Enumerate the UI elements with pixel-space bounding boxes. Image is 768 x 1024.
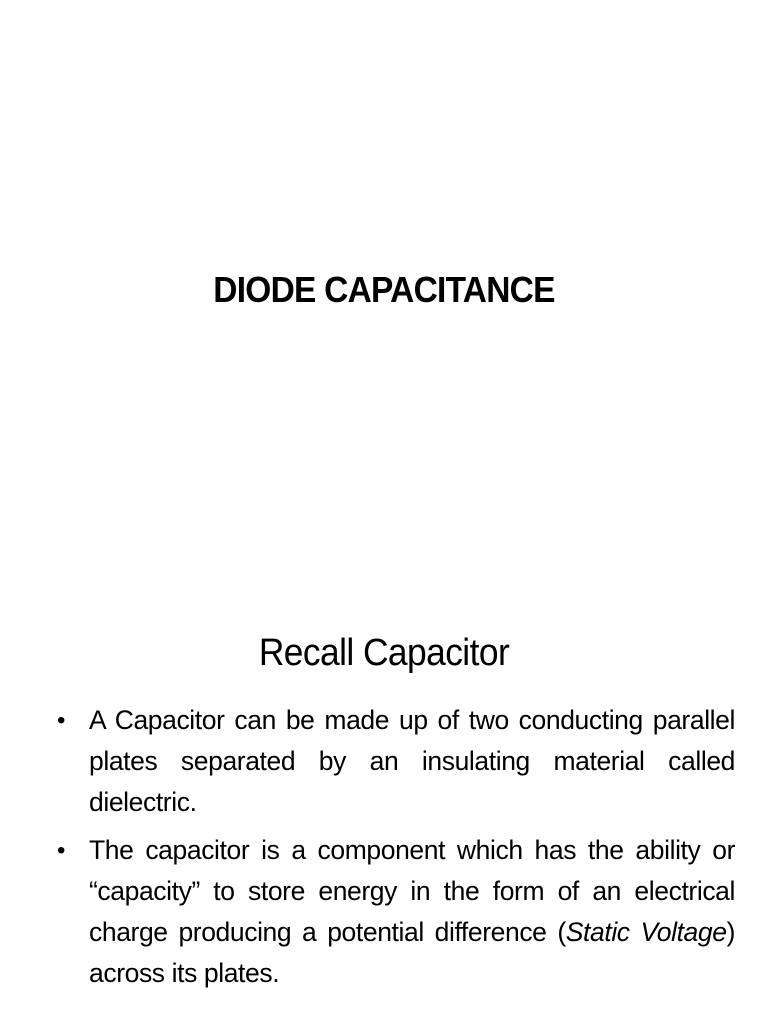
bullet-icon: •	[57, 837, 66, 864]
bullet-text	[89, 835, 735, 988]
bullet-icon: •	[57, 707, 66, 734]
bullet-item	[55, 700, 735, 823]
slide-heading: Recall Capacitor	[258, 632, 510, 674]
bullet-text-italic: Static Voltage	[565, 917, 727, 947]
content-slide	[0, 576, 768, 1024]
slide-title: DIODE CAPACITANCE	[213, 269, 555, 310]
bullet-text: A Capacitor can be made up of two conducting parallel plates separated by an insulating material called dielectric.	[89, 705, 735, 817]
bullet-text-part: The capacitor is a component which has the ability or “capacity” to store energy in the form of an electrical charge producing a potential difference (	[89, 835, 735, 947]
bullet-text-part: ) across its plates.	[89, 917, 736, 988]
bullet-list	[55, 700, 735, 1001]
bullet-item	[55, 830, 735, 994]
